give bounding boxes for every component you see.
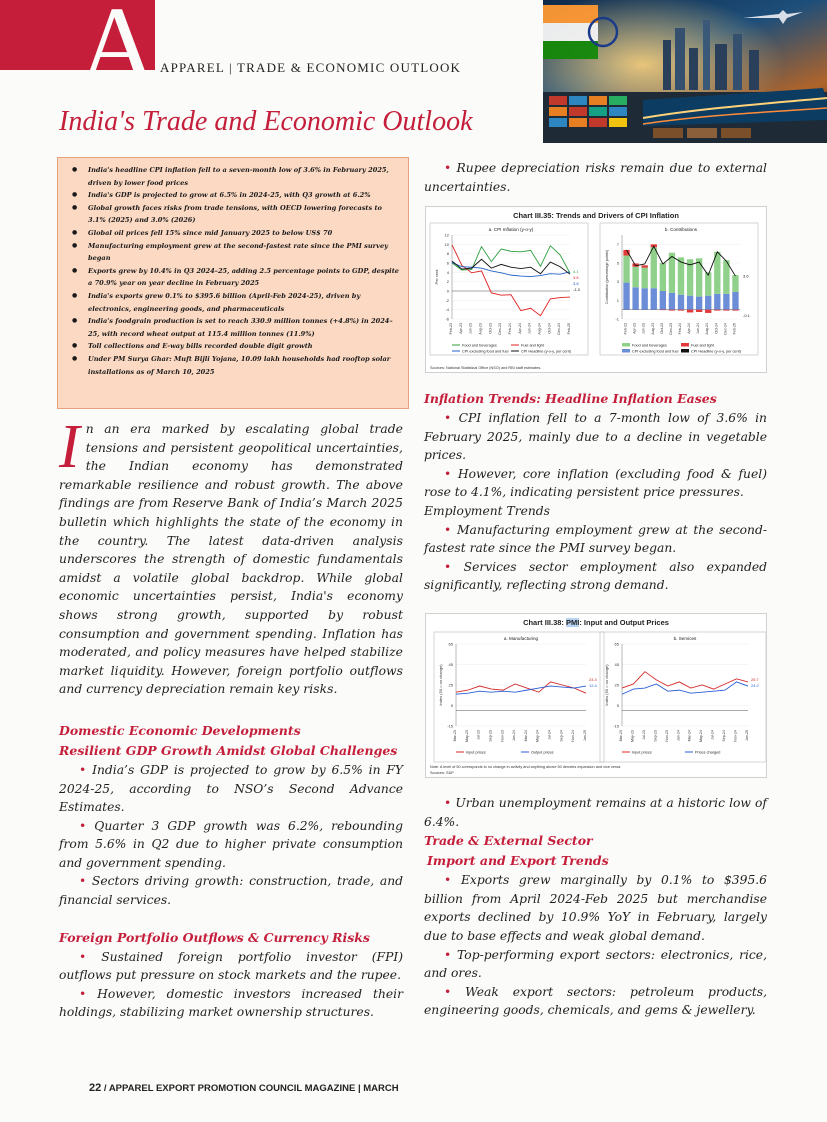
bullet-manufacturing-employment: • Manufacturing employment grew at the second-fastest rate since the PMI survey began. — [424, 522, 767, 556]
x-tick-label: Mar-23 — [453, 730, 457, 742]
heading-gdp-growth: Resilient GDP Growth Amidst Global Challenges — [59, 742, 398, 758]
stacked-bar-segment — [705, 296, 711, 310]
x-tick-label: May-23 — [630, 730, 635, 742]
heading-trade-external: Trade & External Sector — [424, 833, 593, 849]
highlight-item: ● India's foodgrain production is set to reach 330.9 million tonnes (+4.8%) in 2024–25, with record wheat output at 115.4 million tonnes (11.9%) — [72, 315, 400, 340]
x-tick-label: Aug-23 — [478, 323, 483, 335]
stacked-bar-segment — [678, 295, 684, 310]
stacked-bar-segment — [642, 288, 648, 309]
stacked-bar-segment — [687, 296, 693, 310]
x-tick-label: Jan-24 — [676, 730, 681, 741]
y-axis-label: Per cent — [434, 269, 439, 285]
y-tick-label: -2 — [445, 297, 449, 303]
x-tick-label: Jun-23 — [468, 323, 473, 334]
stacked-bar-segment — [669, 310, 675, 311]
y-tick-label: 65 — [614, 641, 619, 647]
y-tick-label: -15 — [447, 723, 453, 729]
y-axis-label: Contribution (percentage points) — [605, 249, 609, 305]
stacked-bar-segment — [669, 293, 675, 310]
bullet-exports-growth: • Exports grew marginally by 0.1% to $395.6 billion from April 2024-Feb 2025 but merchandise exports declined by 10.9% YoY in February, largely due to base effects and weak global demand. — [424, 873, 767, 943]
x-tick-label: Jan-25 — [583, 730, 587, 741]
y-tick-label: 4 — [446, 269, 449, 275]
legend-label: Food and beverages — [462, 343, 497, 348]
x-tick-label: May-24 — [535, 730, 540, 742]
data-label: 4.1 — [573, 268, 579, 274]
stacked-bar-segment — [651, 288, 657, 309]
highlight-item: ● Toll collections and E-way bills recorded double digit growth — [72, 340, 400, 353]
bullet-urban-unemployment: • Urban unemployment remains at a historic low of 6.4%. — [424, 796, 767, 829]
stacked-bar-segment — [696, 258, 702, 296]
hero-illustration — [543, 0, 827, 143]
bullet-rupee-risk: • Rupee depreciation risks remain due to external uncertainties. — [424, 161, 767, 194]
chart-cpi-svg — [426, 207, 766, 372]
chart-note: Note: A level of 50 corresponds to no change in activity and anything above 50 denotes expansion and vice versa. — [430, 765, 622, 769]
hero-image — [543, 0, 827, 143]
highlight-item: ● Manufacturing employment grew at the second-fastest rate since the PMI survey began — [72, 240, 400, 265]
y-tick-label: 5 — [616, 703, 619, 708]
heading-fpi-outflows: Foreign Portfolio Outflows & Currency Risks — [59, 929, 370, 945]
x-tick-label: Apr-23 — [632, 323, 637, 334]
right-column-bottom — [424, 794, 767, 1020]
series-line — [452, 246, 570, 274]
stacked-bar-segment — [723, 294, 729, 310]
legend-label: Input prices — [632, 750, 652, 755]
panel-title: a. Manufacturing — [503, 636, 539, 641]
subheading-employment: Employment Trends — [424, 503, 550, 518]
stacked-bar-segment — [732, 292, 738, 310]
bullet-core-inflation: • However, core inflation (excluding food & fuel) rose to 4.1%, indicating persistent price pressures. — [424, 466, 767, 500]
x-tick-label: May-23 — [464, 730, 469, 742]
bullet-services-employment: • Services sector employment also expanded significantly, reflecting strong demand. — [424, 559, 767, 593]
right-column-middle — [424, 389, 767, 595]
x-tick-label: Jul-24 — [547, 730, 552, 740]
footer-text: / APPAREL EXPORT PROMOTION COUNCIL MAGAZINE | MARCH — [101, 1083, 399, 1094]
right-column-top — [424, 159, 767, 196]
highlight-item: ● India's headline CPI inflation fell to a seven-month low of 3.6% in February 2025, driven by lower food prices — [72, 164, 400, 189]
y-tick-label: 6 — [446, 260, 449, 266]
chart-cpi-inflation — [425, 206, 767, 373]
y-tick-label: 3 — [616, 279, 619, 285]
article-title: India's Trade and Economic Outlook — [59, 106, 473, 137]
legend-label: Input prices — [466, 750, 486, 755]
stacked-bar-segment — [678, 310, 684, 311]
y-tick-label: 0 — [446, 288, 449, 294]
panel-title: a. CPI Inflation (y-o-y) — [488, 227, 534, 232]
magazine-logo-block — [0, 0, 158, 106]
panel-frame — [600, 632, 766, 762]
x-tick-label: Dec-24 — [557, 323, 562, 335]
x-tick-label: Jun-24 — [696, 323, 701, 334]
stacked-bar-segment — [696, 310, 702, 312]
legend-label: Prices charged — [695, 750, 721, 755]
intro-text: n an era marked by escalating global trade tensions and persistent geopolitical uncertainties, the Indian economy has demonstrated remarkable resilience and robust growth. The above findings are from Reserve Bank of India’s March 2025 bulletin which highlights the state of the economy in the country. The latest data-driven analysis underscores the strength of domestic fundamentals amidst a volatile global backdrop. While global economic uncertainties persist, India's economy shows strong growth, supported by robust consumption and government spending. Inflation has moderated, and policy measures have helped stabilize market liquidity. However, foreign portfolio outflows and currency depreciation remain key risks. — [59, 422, 403, 697]
x-tick-label: Jul-23 — [641, 730, 646, 740]
chart-pmi-svg — [426, 614, 766, 777]
data-label: 24.3 — [589, 676, 597, 682]
x-tick-label: Oct-23 — [488, 323, 493, 334]
x-tick-label: Mar-24 — [687, 730, 692, 742]
stacked-bar-segment — [660, 263, 666, 291]
x-tick-label: Sep-24 — [559, 730, 564, 742]
highlight-item: ● India's exports grew 0.1% to $395.6 billion (April-Feb 2024-25), driven by electronics, engineering goods, and pharmaceuticals — [72, 290, 400, 315]
y-tick-label: 45 — [614, 662, 619, 667]
highlight-item: ● Global oil prices fell 15% since mid January 2025 to below US$ 70 — [72, 227, 400, 240]
x-tick-label: Jun-23 — [641, 323, 646, 334]
stacked-bar-segment — [642, 268, 648, 289]
stacked-bar-segment — [687, 310, 693, 313]
series-line — [622, 682, 748, 694]
y-tick-label: -4 — [445, 307, 449, 313]
y-tick-label: 1 — [616, 297, 619, 303]
legend-label: CPI Headline (y-o-y, per cent) — [691, 349, 741, 354]
x-tick-label: Nov-24 — [571, 730, 576, 742]
x-tick-label: Sep-23 — [488, 730, 493, 742]
data-label: 3.8 — [573, 280, 579, 286]
x-tick-label: Aug-24 — [705, 323, 710, 335]
x-tick-label: Apr-24 — [687, 323, 692, 334]
y-tick-label: 5 — [450, 703, 453, 708]
bullet-weak-export-sectors: • Weak export sectors: petroleum products, engineering goods, chemicals, and gems & jewellery. — [424, 984, 767, 1018]
stacked-bar-segment — [660, 291, 666, 310]
x-tick-label: Feb-23 — [449, 323, 453, 335]
bullet-gdp-projection: • India’s GDP is projected to grow by 6.5% in FY 2024-25, according to NSO’s Second Advance Estimates. — [59, 762, 403, 815]
panel-frame — [434, 632, 604, 762]
panel-title: b. Contributions — [664, 227, 698, 232]
x-tick-label: Nov-23 — [664, 730, 669, 742]
legend-label: Output prices — [531, 750, 554, 755]
x-tick-label: Feb-24 — [678, 323, 682, 335]
bullet-top-export-sectors: • Top-performing export sectors: electronics, rice, and ores. — [424, 947, 767, 981]
y-tick-label: 10 — [444, 241, 449, 247]
legend-label: CPI excluding food and fuel — [632, 349, 679, 354]
bullet-growth-sectors: • Sectors driving growth: construction, trade, and financial services. — [59, 874, 403, 908]
x-tick-label: Feb-25 — [567, 323, 571, 335]
stacked-bar-segment — [705, 310, 711, 313]
x-tick-label: Aug-23 — [650, 323, 655, 335]
x-tick-label: Oct-24 — [714, 323, 719, 334]
data-label: 12.4 — [589, 682, 597, 688]
y-tick-label: 25 — [614, 682, 619, 688]
bullet-cpi-low: • CPI inflation fell to a 7-month low of 3.6% in February 2025, mainly due to a decline in vegetable prices. — [424, 411, 767, 463]
x-tick-label: Dec-23 — [668, 323, 673, 335]
highlight-item: ● India's GDP is projected to grow at 6.5% in 2024-25, with Q3 growth at 6.2% — [72, 189, 400, 202]
stacked-bar-segment — [623, 283, 629, 310]
x-tick-label: Aug-24 — [537, 323, 542, 335]
page-number: 22 — [89, 1082, 102, 1094]
stacked-bar-segment — [623, 256, 629, 283]
highlights-list — [72, 164, 400, 378]
chart-pmi-title: Chart III.38: PMI: Input and Output Prices — [523, 618, 669, 627]
data-label: 3.6 — [743, 273, 749, 279]
heading-import-export: Import and Export Trends — [427, 853, 609, 869]
highlight-item: ● Under PM Surya Ghar: Muft Bijli Yojana, 10.09 lakh households had rooftop solar installations as of March 10, 2025 — [72, 353, 400, 378]
legend-label: CPI Headline (y-o-y, per cent) — [521, 349, 571, 354]
legend-label: Fuel and light — [521, 343, 544, 348]
left-column — [59, 413, 403, 1022]
chart-pmi-prices — [425, 613, 767, 778]
legend-swatch — [681, 349, 689, 353]
highlight-item: ● Global growth faces risks from trade tensions, with OECD lowering forecasts to 3.1% (2025) and 3.0% (2026) — [72, 202, 400, 227]
y-tick-label: -1 — [615, 316, 619, 322]
y-tick-label: -6 — [445, 316, 449, 322]
series-line — [452, 245, 570, 316]
legend-label: Food and beverages — [632, 343, 667, 348]
bullet-q3-growth: • Quarter 3 GDP growth was 6.2%, rebounding from 5.6% in Q2 due to higher private consumption and government spending. — [59, 818, 403, 870]
x-tick-label: Dec-24 — [723, 323, 728, 335]
stacked-bar-segment — [651, 247, 657, 288]
x-tick-label: Jul-24 — [710, 730, 715, 740]
highlighted-text: PMI — [566, 618, 580, 627]
chart-cpi-title: Chart III.35: Trends and Drivers of CPI Inflation — [513, 211, 679, 220]
x-tick-label: Jul-23 — [476, 730, 481, 740]
intro-paragraph — [59, 413, 403, 699]
legend-label: CPI excluding food and fuel — [462, 349, 509, 354]
y-tick-label: -15 — [613, 723, 619, 729]
y-tick-label: 2 — [446, 279, 449, 285]
x-tick-label: Mar-24 — [523, 730, 528, 742]
data-label: -1.3 — [573, 286, 580, 292]
section-kicker: APPAREL | TRADE & ECONOMIC OUTLOOK — [160, 60, 462, 75]
bullet-domestic-investors: • However, domestic investors increased their holdings, stabilizing market ownership structures. — [59, 986, 403, 1020]
x-tick-label: Jan-25 — [745, 730, 749, 741]
page-footer — [89, 1082, 399, 1094]
heading-inflation-trends: Inflation Trends: Headline Inflation Eases — [424, 391, 717, 406]
legend-swatch — [622, 343, 630, 347]
x-tick-label: Sep-23 — [653, 730, 658, 742]
series-line — [622, 672, 748, 689]
legend-swatch — [622, 349, 630, 353]
x-tick-label: Nov-24 — [733, 730, 738, 742]
data-label: 3.6 — [573, 274, 579, 280]
x-tick-label: Oct-23 — [659, 323, 664, 334]
chart-source: Sources: S&P — [430, 771, 454, 775]
stacked-bar-segment — [723, 310, 729, 311]
x-tick-label: May-24 — [699, 730, 704, 742]
stacked-bar-segment — [732, 275, 738, 292]
x-tick-label: Apr-24 — [517, 323, 522, 334]
stacked-bar-segment — [714, 310, 720, 311]
stacked-bar-segment — [632, 267, 638, 288]
highlights-box — [57, 157, 409, 409]
magazine-logo-letter: A — [78, 0, 158, 106]
stacked-bar-segment — [632, 287, 638, 309]
y-tick-label: 8 — [446, 251, 449, 257]
x-tick-label: Jun-24 — [527, 323, 532, 334]
legend-label: Fuel and light — [691, 343, 714, 348]
y-tick-label: 12 — [444, 232, 449, 238]
x-tick-label: Mar-23 — [619, 730, 623, 742]
stacked-bar-segment — [714, 294, 720, 310]
highlight-item: ● Exports grew by 10.4% in Q3 2024–25, adding 2.5 percentage points to GDP, despite a 70.9% year on year decline in February 2025 — [72, 265, 400, 290]
y-axis-label: Index (50 = no change) — [604, 664, 609, 706]
x-tick-label: Dec-23 — [498, 323, 503, 335]
data-label: -0.1 — [743, 312, 750, 318]
drop-cap: I — [59, 413, 80, 481]
legend-swatch — [681, 343, 689, 347]
x-tick-label: Apr-23 — [458, 323, 463, 334]
x-tick-label: Nov-23 — [500, 730, 505, 742]
x-tick-label: Jan-24 — [512, 730, 517, 741]
data-label: 26.7 — [751, 676, 759, 682]
bullet-fpi-pressure: • Sustained foreign portfolio investor (FPI) outflows put pressure on stock markets and the rupee. — [59, 949, 403, 983]
y-tick-label: 7 — [616, 241, 619, 247]
x-tick-label: Feb-24 — [508, 323, 512, 335]
chart-source: Sources: National Statistical Office (NSO) and RBI staff estimates. — [430, 366, 542, 370]
x-tick-label: Feb-25 — [732, 323, 737, 335]
y-tick-label: 5 — [616, 260, 619, 266]
stacked-bar-segment — [696, 297, 702, 310]
x-tick-label: Sep-24 — [722, 730, 727, 742]
y-tick-label: 25 — [448, 682, 453, 688]
panel-title: b. Services — [673, 636, 697, 641]
stacked-bar-segment — [732, 310, 738, 311]
y-tick-label: 65 — [448, 641, 453, 647]
heading-domestic-developments: Domestic Economic Developments — [59, 722, 301, 738]
y-tick-label: 45 — [448, 662, 453, 667]
data-label: 24.2 — [751, 682, 759, 688]
y-axis-label: Index (50 = no change) — [438, 664, 443, 706]
x-tick-label: Oct-24 — [547, 323, 552, 334]
x-tick-label: Feb-23 — [623, 323, 628, 335]
stacked-bar-segment — [642, 265, 648, 267]
